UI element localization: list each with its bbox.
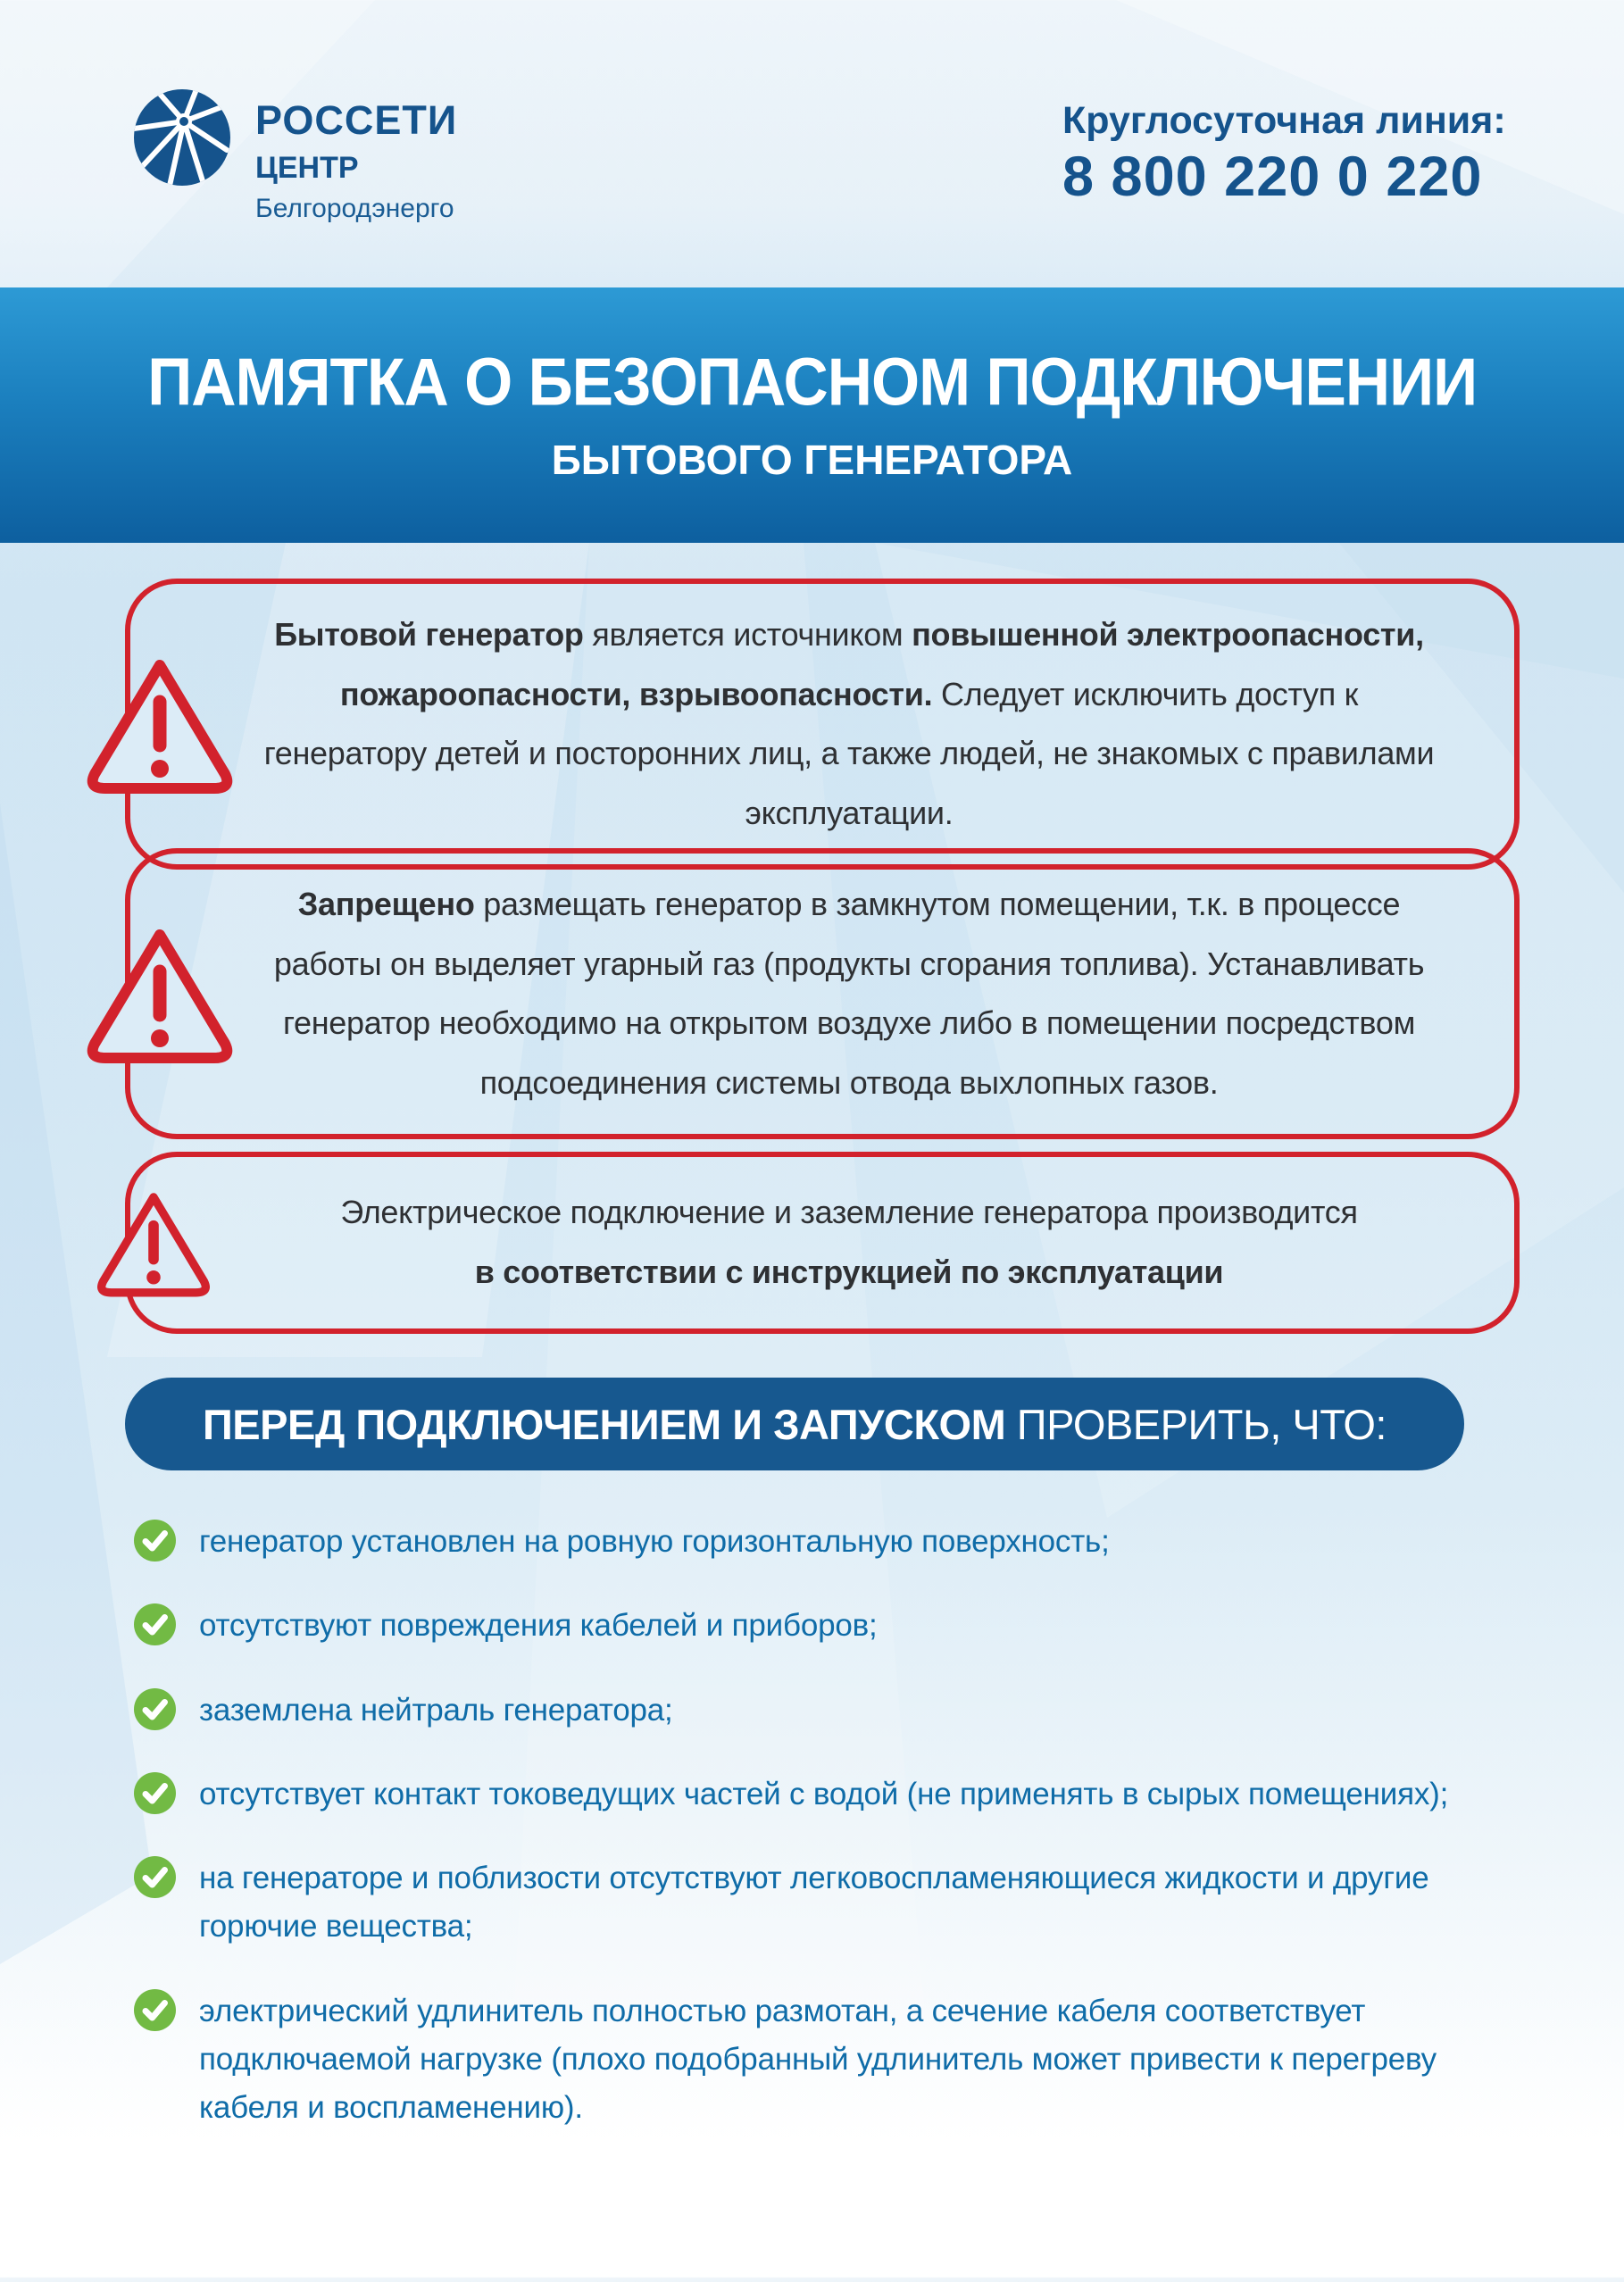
header bbox=[0, 0, 1624, 287]
hotline-phone-number: 8 800 220 0 220 bbox=[1062, 146, 1483, 209]
warning-triangle-icon bbox=[84, 922, 236, 1065]
warning-box bbox=[125, 848, 1520, 1139]
section-header-bold: ПЕРЕД ПОДКЛЮЧЕНИЕМ И ЗАПУСКОМ bbox=[203, 1400, 1006, 1448]
warning-triangle-icon bbox=[95, 1187, 212, 1298]
check-icon bbox=[134, 1603, 176, 1645]
checklist-item bbox=[134, 1518, 1545, 1566]
checklist-item-text: отсутствуют повреждения кабелей и приборов; bbox=[199, 1608, 878, 1644]
title-banner bbox=[0, 287, 1624, 543]
check-icon bbox=[134, 1856, 176, 1898]
checklist-item-text: отсутствует контакт токоведущих частей с водой (не применять в сырых помещениях); bbox=[199, 1776, 1449, 1811]
rosseti-logo-icon bbox=[132, 87, 232, 187]
check-icon bbox=[134, 1989, 176, 2031]
checklist-item bbox=[134, 1602, 1545, 1650]
checklist-item-text: электрический удлинитель полностью размотан, а сечение кабеля соответствует подключаемой нагрузке (плохо подобранный удлинитель может привести к перегреву кабеля и воспламенению). bbox=[199, 1993, 1437, 2125]
page-title: ПАМЯТКА О БЕЗОПАСНОМ ПОДКЛЮЧЕНИИ bbox=[146, 345, 1478, 421]
warning-triangle-icon bbox=[84, 653, 236, 795]
checklist bbox=[134, 1518, 1545, 2168]
logo-region-name: Белгородэнерго bbox=[255, 194, 454, 223]
company-logo bbox=[132, 87, 457, 222]
warning-text: Электрическое подключение и заземление генератора производится в соответствии с инструкцией по эксплуатации bbox=[340, 1194, 1358, 1290]
warning-text: Запрещено размещать генератор в замкнутом помещении, т.к. в процессе работы он выделяет угарный газ (продукты сгорания топлива). Устанавливать генератор необходимо на открытом воздухе либо в помещении посредством подсоединения системы отвода выхлопных газов. bbox=[273, 886, 1425, 1101]
checklist-item bbox=[134, 1687, 1545, 1735]
logo-brand-name: РОССЕТИ bbox=[255, 97, 458, 143]
page-subtitle: БЫТОВОГО ГЕНЕРАТОРА bbox=[551, 437, 1073, 484]
logo-division-name: ЦЕНТР bbox=[255, 151, 359, 185]
check-icon bbox=[134, 1520, 176, 1562]
hotline-block bbox=[1062, 99, 1506, 209]
checklist-item bbox=[134, 1854, 1545, 1952]
hotline-label: Круглосуточная линия: bbox=[1062, 99, 1506, 142]
checklist-item-text: заземлена нейтраль генератора; bbox=[199, 1692, 673, 1728]
checklist-item bbox=[134, 1987, 1545, 2133]
section-header-regular: ПРОВЕРИТЬ, ЧТО: bbox=[1016, 1400, 1387, 1448]
warning-box bbox=[125, 1152, 1520, 1334]
checklist-item-text: генератор установлен на ровную горизонтальную поверхность; bbox=[199, 1524, 1110, 1559]
check-icon bbox=[134, 1688, 176, 1730]
checklist-item bbox=[134, 1770, 1545, 1819]
checklist-section-header bbox=[125, 1378, 1464, 1470]
warning-box bbox=[125, 579, 1520, 870]
logo-text-block bbox=[255, 87, 457, 222]
checklist-item-text: на генераторе и поблизости отсутствуют легковоспламеняющиеся жидкости и другие горючие вещества; bbox=[199, 1861, 1429, 1945]
warning-text: Бытовой генератор является источником повышенной электроопасности, пожароопасности, взрывоопасности. Следует исключить доступ к генератору детей и посторонних лиц, а также людей, не знакомых с правилами эксплуатации. bbox=[263, 616, 1435, 831]
check-icon bbox=[134, 1772, 176, 1814]
